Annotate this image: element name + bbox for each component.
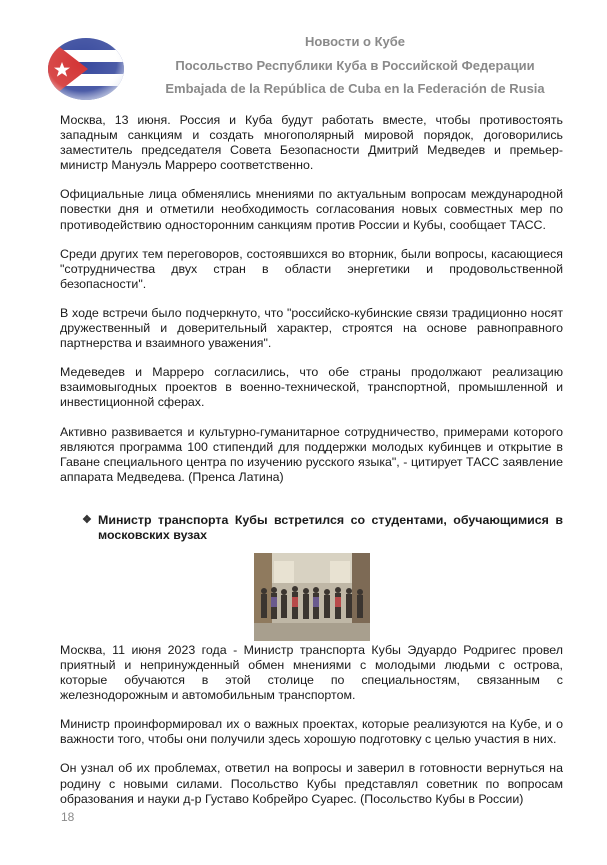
article2-paragraph: Он узнал об их проблемах, ответил на вопросы и заверил в готовности вернуться на родину с новыми силами. Посольство Кубы представлял советник по вопросам образования и науки д-р Густаво Кобрейро Суарес. (Посольство Кубы в России)	[60, 761, 563, 806]
article1-paragraph: Официальные лица обменялись мнениями по актуальным вопросам международной повестки дня и отметили необходимость согласования новых совместных мер по противодействию односторонним санкциям против России и Кубы, сообщает ТАСС.	[60, 187, 563, 232]
page-header	[0, 0, 607, 105]
article2-paragraph: Москва, 11 июня 2023 года - Министр транспорта Кубы Эдуардо Родригес провел приятный и непринужденный обмен мнениями с молодыми людьми с острова, которые обучаются в этой столице по специальностям, связанным с железнодорожным и автомобильным транспортом.	[60, 642, 563, 703]
article2-heading-text: Министр транспорта Кубы встретился со студентами, обучающимися в московских вузах	[98, 512, 563, 542]
article1-paragraph: В ходе встречи было подчеркнуто, что "российско-кубинские связи традиционно носят дружественный и доверительный характер, строятся на основе равноправного партнерства и взаимного уважения".	[60, 305, 563, 351]
page-content	[60, 113, 563, 821]
group-photo-image	[254, 553, 370, 641]
article2-heading	[82, 513, 563, 543]
header-embassy-ru: Посольство Республики Куба в Российской Федерации	[175, 58, 535, 73]
article1-paragraph: Медеведев и Марреро согласились, что обе страны продолжают реализацию взаимовыгодных проектов в военно-технической, транспортной, промышленной и инвестиционной сферах.	[60, 365, 563, 410]
article1-paragraph: Активно развивается и культурно-гуманитарное сотрудничество, примерами которого являются программа 100 стипендий для поддержки молодых кубинцев и открытие в Гаване специального центра по изучению русского языка", - цитирует ТАСС заявление аппарата Медведева. (Пренса Латина)	[60, 424, 563, 484]
diamond-bullet-icon: ❖	[82, 513, 92, 526]
header-title: Новости о Кубе	[304, 34, 406, 49]
header-embassy-es: Embajada de la República de Cuba en la Federación de Rusia	[165, 81, 545, 96]
article1-paragraph: Среди других тем переговоров, состоявшихся во вторник, были вопросы, касающиеся "сотрудничества двух стран в области энергетики и продовольственной безопасности".	[60, 246, 563, 291]
cuban-flag-circle-icon	[48, 38, 124, 100]
article2-paragraph: Министр проинформировал их о важных проектах, которые реализуются на Кубе, и о важности того, чтобы они получили здесь хорошую подготовку с целью участия в них.	[60, 717, 563, 747]
article2-photo-container	[60, 553, 563, 641]
article1-paragraph: Москва, 13 июня. Россия и Куба будут работать вместе, чтобы противостоять западным санкциям и создать многополярный мировой порядок, договорились заместитель председателя Совета Безопасности Дмитрий Медведев и премьер-министр Мануэль Марреро соответственно.	[60, 113, 563, 173]
page-number: 18	[61, 810, 75, 824]
